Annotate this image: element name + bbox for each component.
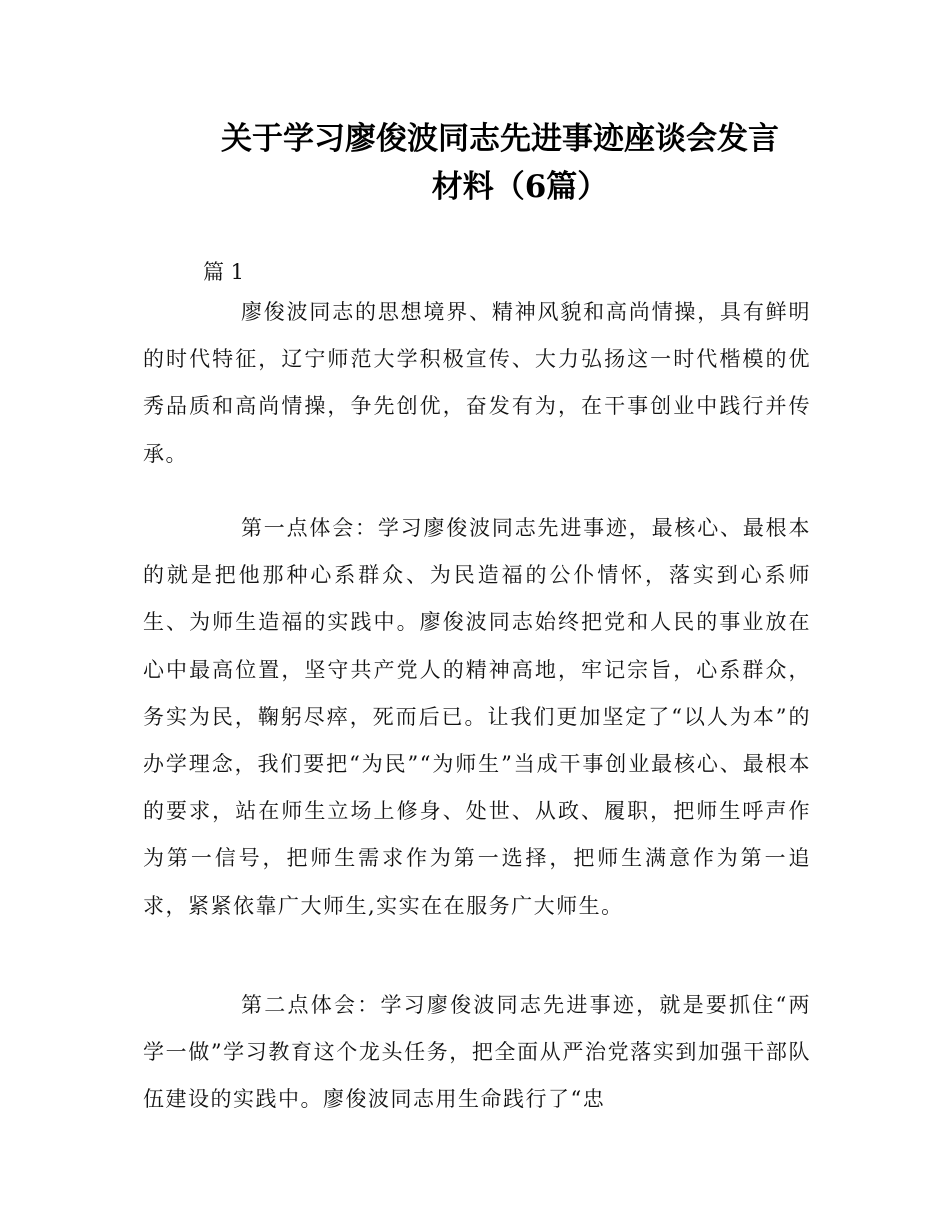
paragraph-point-1: 第一点体会：学习廖俊波同志先进事迹，最核心、最根本的就是把他那种心系群众、为民造福的公仆情怀，落实到心系师生、为师生造福的实践中。廖俊波同志始终把党和人民的事业放在心中最高位置，坚守共产党人的精神高地，牢记宗旨，心系群众，务实为民，鞠躬尽瘁，死而后已。让我们更加坚定了“以人为本”的办学理念，我们要把“为民”“为师生”当成干事创业最核心、最根本的要求，站在师生立场上修身、处世、从政、履职，把师生呼声作为第一信号，把师生需求作为第一选择，把师生满意作为第一追求，紧紧依靠广大师生,实实在在服务广大师生。 (143, 516, 811, 918)
paragraph-point-2: 第二点体会：学习廖俊波同志先进事迹，就是要抓住“两学一做”学习教育这个龙头任务，把全面从严治党落实到加强干部队伍建设的实践中。廖俊波同志用生命践行了“忠 (143, 993, 811, 1112)
document-title-line-1: 关于学习廖俊波同志先进事迹座谈会发言 (221, 121, 779, 157)
document-title-line-2: 材料（6篇） (431, 169, 609, 205)
section-label: 篇 1 (203, 260, 245, 284)
paragraph-intro: 廖俊波同志的思想境界、精神风貌和高尚情操，具有鲜明的时代特征，辽宁师范大学积极宣传、大力弘扬这一时代楷模的优秀品质和高尚情操，争先创优，奋发有为，在干事创业中践行并传承。 (143, 300, 811, 466)
